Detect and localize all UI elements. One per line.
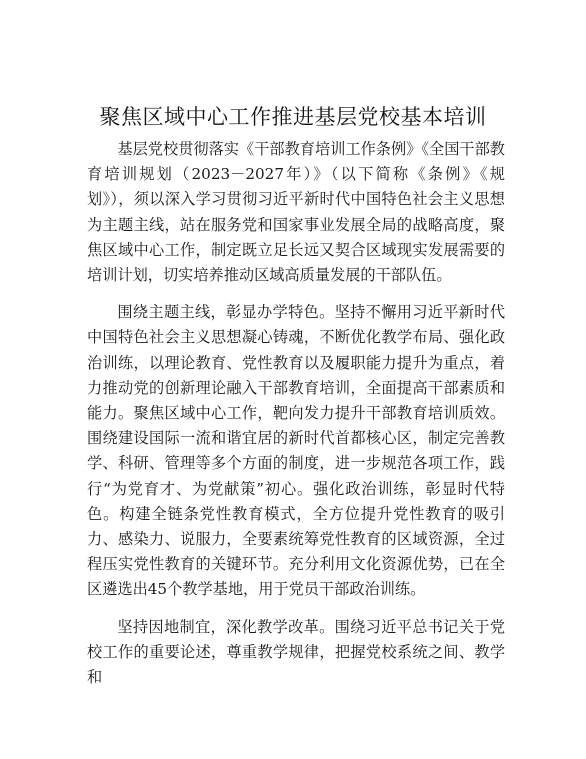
document-title: 聚焦区域中心工作推进基层党校基本培训 [99,105,487,129]
document-body [87,137,505,690]
paragraph-reform: 坚持因地制宜，深化教学改革。围绕习近平总书记关于党校工作的重要论述，尊重教学规律，把握党校系统之间、教学和 [87,617,505,687]
paragraph-theme: 围绕主题主线，彰显办学特色。坚持不懈用习近平新时代中国特色社会主义思想凝心铸魂，不断优化教学布局、强化政治训练，以理论教育、党性教育以及履职能力提升为重点，着力推动党的创新理论融入干部教育培训，全面提高干部素质和能力。聚焦区域中心工作，靶向发力提升干部教育培训质效。围绕建设国际一流和谐宜居的新时代首都核心区，制定完善教学、科研、管理等多个方面的制度，进一步规范各项工作，践行“为党育才、为党献策”初心。强化政治训练，彰显时代特色。构建全链条党性教育模式，全方位提升党性教育的吸引力、感染力、说服力，全要素统筹党性教育的区域资源，全过程压实党性教育的关键环节。充分利用文化资源优势，已在全区遴选出45个教学基地，用于党员干部政治训练。 [87,303,505,599]
paragraph-intro: 基层党校贯彻落实《干部教育培训工作条例》《全国干部教育培训规划（2023－2027年）》（以下简称《条例》《规划》），须以深入学习贯彻习近平新时代中国特色社会主义思想为主题主线，站在服务党和国家事业发展全局的战略高度，聚焦区域中心工作，制定既立足长远又契合区域现实发展需要的培训计划，切实培养推动区域高质量发展的干部队伍。 [87,140,505,285]
